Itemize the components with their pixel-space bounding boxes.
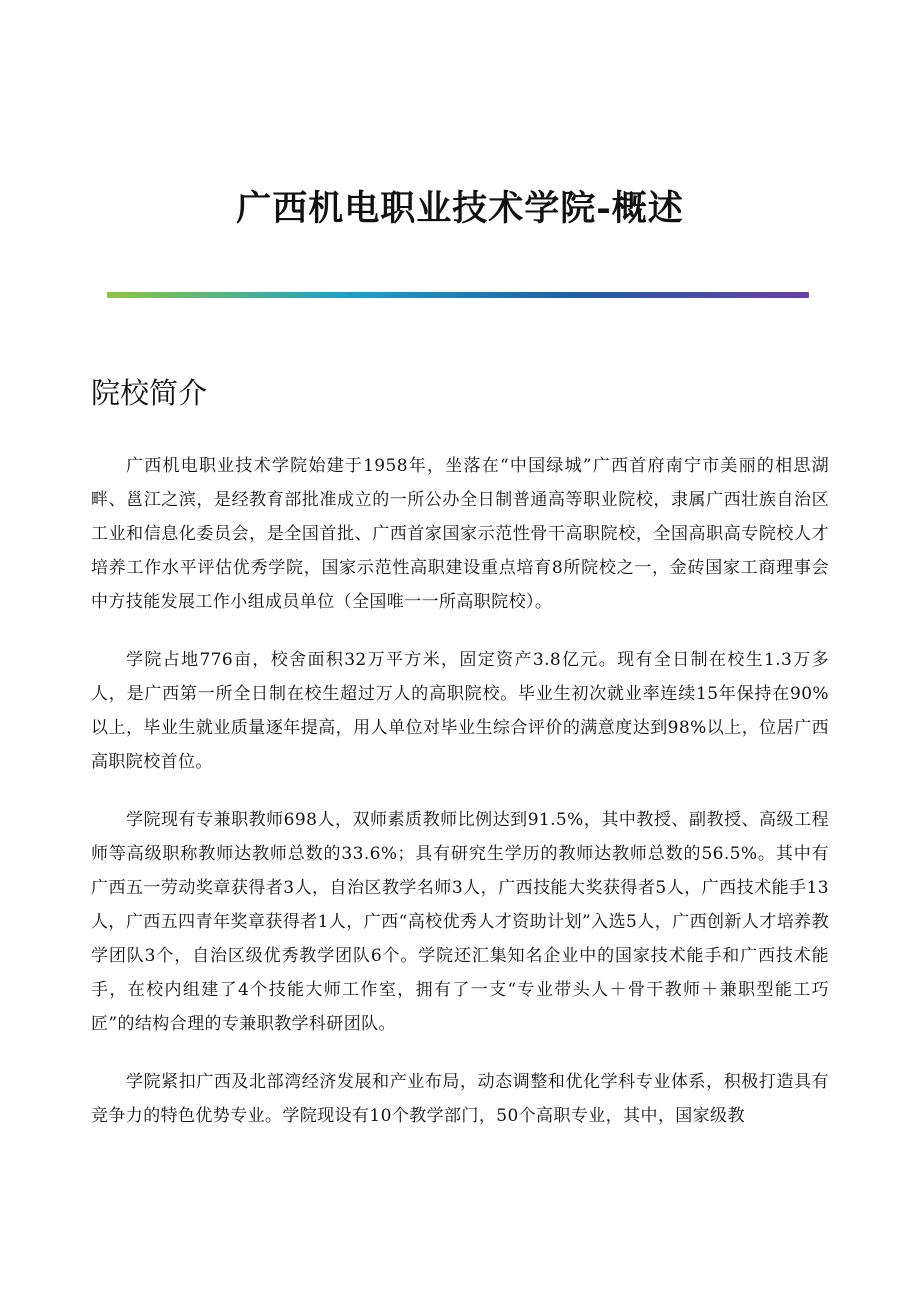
- section-body: [91, 449, 829, 1157]
- section-heading: 院校简介: [91, 376, 208, 410]
- paragraph-programs: 学院紧扣广西及北部湾经济发展和产业布局，动态调整和优化学科专业体系，积极打造具有竞争力的特色优势专业。学院现设有10个教学部门，50个高职专业，其中，国家级教: [91, 1072, 829, 1126]
- paragraph-campus: 学院占地776亩，校舍面积32万平方米，固定资产3.8亿元。现有全日制在校生1.3万多人，是广西第一所全日制在校生超过万人的高职院校。毕业生初次就业率连续15年保持在90%以上，毕业生就业质量逐年提高，用人单位对毕业生综合评价的满意度达到98%以上，位居广西高职院校首位。: [91, 650, 829, 772]
- paragraph-history: 广西机电职业技术学院始建于1958年，坐落在“中国绿城”广西首府南宁市美丽的相思湖畔、邕江之滨，是经教育部批准成立的一所公办全日制普通高等职业院校，隶属广西壮族自治区工业和信息化委员会，是全国首批、广西首家国家示范性骨干高职院校，全国高职高专院校人才培养工作水平评估优秀学院，国家示范性高职建设重点培育8所院校之一，金砖国家工商理事会中方技能发展工作小组成员单位（全国唯一一所高职院校）。: [91, 456, 829, 612]
- title-gradient-rule: [107, 292, 809, 298]
- paragraph-faculty: 学院现有专兼职教师698人，双师素质教师比例达到91.5%，其中教授、副教授、高级工程师等高级职称教师达教师总数的33.6%；具有研究生学历的教师达教师总数的56.5%。其中有广西五一劳动奖章获得者3人，自治区教学名师3人，广西技能大奖获得者5人，广西技术能手13人，广西五四青年奖章获得者1人，广西“高校优秀人才资助计划”入选5人，广西创新人才培养教学团队3个，自治区级优秀教学团队6个。学院还汇集知名企业中的国家技术能手和广西技术能手，在校内组建了4个技能大师工作室，拥有了一支“专业带头人＋骨干教师＋兼职型能工巧匠”的结构合理的专兼职教学科研团队。: [91, 810, 829, 1034]
- document-title: 广西机电职业技术学院-概述: [236, 188, 684, 229]
